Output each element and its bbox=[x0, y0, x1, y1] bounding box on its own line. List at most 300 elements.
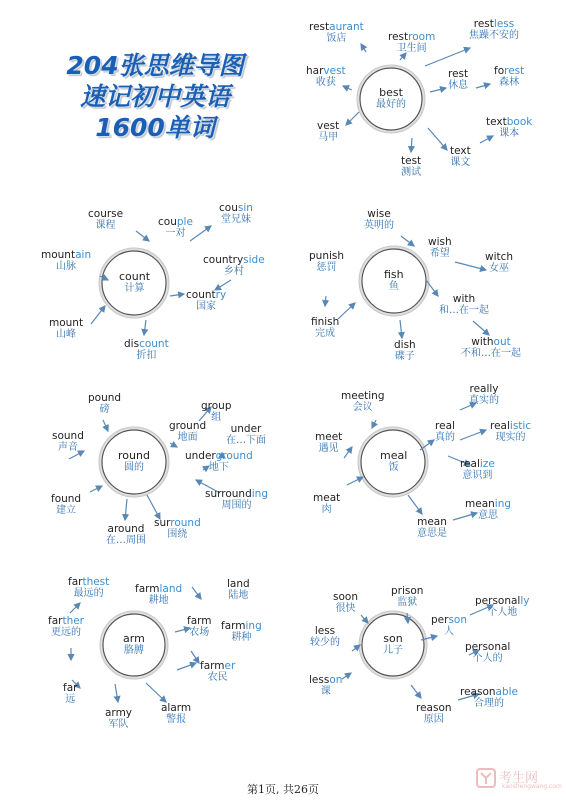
center-word-meal-english bbox=[380, 450, 407, 462]
word-base: under bbox=[185, 450, 216, 462]
word-highlight: ry bbox=[215, 289, 227, 301]
word-base: really bbox=[469, 383, 499, 395]
word-base: with bbox=[471, 336, 494, 348]
word-base: punish bbox=[309, 250, 345, 262]
word-node-round-1-chinese: 组 bbox=[211, 412, 222, 423]
word-base: meal bbox=[380, 449, 408, 462]
word-node-arm-2-english bbox=[227, 578, 250, 590]
word-highlight: sin bbox=[237, 202, 253, 214]
word-base: farm bbox=[221, 620, 246, 632]
word-node-meal-1-english bbox=[469, 383, 499, 395]
word-node-arm-7-english bbox=[63, 682, 77, 694]
word-node-fish-5 bbox=[311, 316, 339, 340]
word-node-round-3-english bbox=[226, 423, 266, 435]
word-node-fish-7 bbox=[461, 336, 521, 360]
arrow-icon bbox=[91, 306, 105, 324]
word-node-round-0-english bbox=[88, 392, 121, 404]
word-highlight: ground bbox=[215, 450, 253, 462]
arrow-icon bbox=[125, 499, 127, 520]
word-base: soon bbox=[333, 591, 358, 603]
word-base: per bbox=[431, 614, 449, 626]
word-highlight: able bbox=[495, 686, 519, 698]
word-node-arm-4-chinese: 农场 bbox=[189, 627, 210, 638]
word-base: prison bbox=[391, 585, 424, 597]
word-base: personal bbox=[475, 595, 521, 607]
word-highlight: book bbox=[506, 116, 533, 128]
word-highlight: ing bbox=[494, 498, 512, 510]
word-node-son-4-chinese: 人 bbox=[444, 626, 454, 637]
arrow-icon bbox=[408, 495, 422, 514]
word-node-fish-6-english bbox=[394, 339, 416, 351]
word-base: sur bbox=[154, 517, 171, 529]
arrow-icon bbox=[400, 320, 402, 338]
word-node-son-5-chinese: 个人的 bbox=[472, 653, 503, 664]
word-highlight: ain bbox=[75, 249, 92, 261]
word-base: dis bbox=[124, 338, 140, 350]
word-node-round-4-english bbox=[52, 430, 84, 442]
word-highlight: out bbox=[493, 336, 511, 348]
word-node-son-8-english bbox=[416, 702, 452, 714]
word-node-best-9 bbox=[401, 155, 421, 179]
word-base: course bbox=[88, 208, 124, 220]
word-node-son-8 bbox=[416, 702, 452, 726]
arrow-icon bbox=[473, 321, 489, 335]
word-node-count-1-chinese: 一对 bbox=[165, 228, 186, 239]
word-node-son-1 bbox=[391, 585, 423, 609]
word-node-round-1-english bbox=[201, 400, 232, 412]
word-highlight: side bbox=[243, 254, 265, 266]
word-node-arm-7 bbox=[63, 682, 77, 706]
word-node-fish-5-chinese: 完成 bbox=[315, 328, 336, 339]
title-line-1: 204张思维导图 bbox=[66, 51, 244, 80]
word-node-round-2-english bbox=[169, 420, 206, 432]
word-base: far bbox=[68, 576, 83, 588]
word-node-meal-2-chinese: 遇见 bbox=[318, 443, 339, 454]
title-line-2: 速记初中英语 bbox=[79, 82, 230, 111]
word-node-meal-3-chinese: 真的 bbox=[435, 432, 455, 443]
word-highlight: ly bbox=[520, 595, 530, 607]
word-node-count-0-english bbox=[88, 208, 123, 220]
center-word-count bbox=[119, 271, 150, 295]
center-word-best-english bbox=[376, 87, 406, 99]
word-node-arm-3-english bbox=[48, 615, 84, 627]
word-node-arm-6 bbox=[200, 660, 235, 684]
word-highlight: son bbox=[448, 614, 468, 626]
watermark-sub: kaoshengwang.com bbox=[502, 783, 562, 790]
word-node-meal-4 bbox=[490, 420, 531, 444]
word-base: mount bbox=[41, 249, 76, 261]
word-node-arm-6-english bbox=[200, 660, 235, 672]
word-node-best-3 bbox=[306, 65, 346, 89]
word-node-arm-5 bbox=[221, 620, 262, 644]
word-node-count-4-chinese: 乡村 bbox=[223, 266, 244, 277]
word-node-arm-9-chinese: 警报 bbox=[166, 714, 187, 725]
word-node-best-4 bbox=[448, 68, 468, 92]
word-node-son-6 bbox=[309, 674, 342, 698]
arrow-icon bbox=[344, 447, 352, 458]
arrow-icon bbox=[347, 477, 363, 485]
word-base: meet bbox=[315, 431, 343, 443]
word-node-arm-1 bbox=[135, 583, 182, 607]
word-node-meal-2 bbox=[315, 431, 342, 455]
word-node-arm-8-english bbox=[105, 707, 132, 719]
word-node-count-4-english bbox=[203, 254, 265, 266]
word-base: land bbox=[227, 578, 250, 590]
word-node-fish-2 bbox=[309, 250, 344, 274]
word-base: reason bbox=[460, 686, 496, 698]
word-node-arm-1-chinese: 耕地 bbox=[148, 595, 169, 606]
word-highlight: aurant bbox=[329, 21, 364, 33]
center-word-count-chinese: 计算 bbox=[124, 283, 145, 294]
word-base: around bbox=[107, 523, 145, 535]
word-node-arm-6-chinese: 农民 bbox=[207, 672, 228, 683]
word-base: count bbox=[119, 270, 151, 283]
word-node-round-8-chinese: 围绕 bbox=[167, 529, 188, 540]
arrow-icon bbox=[455, 262, 486, 270]
word-node-son-3-chinese: 较少的 bbox=[310, 637, 340, 648]
word-node-meal-4-english bbox=[490, 420, 531, 432]
arrow-icon bbox=[460, 430, 486, 440]
word-highlight: land bbox=[159, 583, 183, 595]
word-node-round-9-chinese: 在…周围 bbox=[106, 535, 146, 546]
word-base: har bbox=[306, 65, 324, 77]
word-node-round-6 bbox=[205, 488, 268, 512]
word-node-round-5 bbox=[185, 450, 253, 474]
word-node-arm-1-english bbox=[135, 583, 182, 595]
word-node-round-4-chinese: 声音 bbox=[57, 442, 78, 453]
word-base: count bbox=[186, 289, 216, 301]
word-node-son-2-chinese: 个人地 bbox=[487, 607, 518, 618]
word-node-arm-2-chinese: 陆地 bbox=[228, 590, 249, 601]
word-highlight: istic bbox=[509, 420, 532, 432]
word-node-best-8-english bbox=[450, 145, 471, 157]
center-word-count-english bbox=[119, 271, 150, 283]
arrow-icon bbox=[342, 673, 351, 679]
word-node-count-2 bbox=[219, 202, 253, 226]
arrow-icon bbox=[147, 495, 160, 519]
word-base: text bbox=[486, 116, 507, 128]
word-node-son-1-english bbox=[391, 585, 423, 597]
word-node-count-1 bbox=[158, 216, 193, 240]
arrow-icon bbox=[476, 84, 490, 88]
word-node-best-2 bbox=[469, 18, 519, 42]
word-node-son-1-chinese: 监狱 bbox=[397, 597, 418, 608]
word-node-best-8-chinese: 课文 bbox=[450, 157, 471, 168]
arrow-icon bbox=[70, 603, 80, 613]
word-node-round-6-english bbox=[205, 488, 268, 500]
word-node-count-5 bbox=[186, 289, 226, 313]
word-node-arm-4 bbox=[187, 615, 212, 639]
word-node-best-0-chinese: 饭店 bbox=[326, 33, 347, 44]
word-highlight: ple bbox=[176, 216, 193, 228]
center-word-round bbox=[118, 450, 150, 474]
arrow-icon bbox=[190, 226, 211, 241]
word-base: farm bbox=[200, 660, 225, 672]
word-node-best-1-chinese: 卫生间 bbox=[396, 43, 427, 54]
word-node-count-6-english bbox=[49, 317, 83, 329]
word-node-best-4-english bbox=[448, 68, 468, 80]
word-node-fish-7-chinese: 不和…在一起 bbox=[461, 348, 521, 359]
word-base: less bbox=[309, 674, 330, 686]
arrow-icon bbox=[90, 486, 102, 492]
word-node-son-6-english bbox=[309, 674, 342, 686]
word-node-best-6 bbox=[317, 120, 339, 144]
word-node-round-3-chinese: 在…下面 bbox=[226, 435, 266, 446]
page-footer: 第1页, 共26页 bbox=[247, 783, 319, 796]
word-node-round-2-chinese: 地面 bbox=[177, 432, 198, 443]
word-node-meal-5-english bbox=[460, 458, 495, 470]
word-base: real bbox=[460, 458, 480, 470]
word-node-count-0-chinese: 课程 bbox=[95, 220, 116, 231]
word-node-meal-8 bbox=[417, 516, 447, 540]
word-highlight: er bbox=[224, 660, 236, 672]
arrow-icon bbox=[177, 663, 196, 670]
word-node-meal-4-chinese: 现实的 bbox=[495, 432, 526, 443]
word-node-fish-2-english bbox=[309, 250, 344, 262]
word-base: group bbox=[201, 400, 232, 412]
word-node-round-5-chinese: 地下 bbox=[208, 462, 229, 473]
word-base: dish bbox=[394, 339, 416, 351]
word-node-son-4-english bbox=[431, 614, 467, 626]
word-highlight: on bbox=[329, 674, 343, 686]
word-highlight: round bbox=[170, 517, 201, 529]
word-node-round-0-chinese: 磅 bbox=[99, 404, 110, 415]
word-base: mean bbox=[465, 498, 495, 510]
word-base: son bbox=[383, 632, 403, 645]
word-base: alarm bbox=[161, 702, 192, 714]
word-node-son-5 bbox=[465, 641, 510, 665]
word-node-round-2 bbox=[169, 420, 206, 444]
word-highlight: ing bbox=[251, 488, 268, 500]
word-node-best-2-english bbox=[469, 18, 519, 30]
word-node-best-1-english bbox=[388, 31, 435, 43]
word-node-meal-2-english bbox=[315, 431, 342, 443]
word-node-fish-7-english bbox=[461, 336, 521, 348]
word-node-son-2-english bbox=[475, 595, 529, 607]
word-node-son-7-english bbox=[460, 686, 518, 698]
center-word-fish bbox=[384, 269, 404, 293]
word-node-meal-0-english bbox=[341, 390, 385, 402]
center-word-son bbox=[383, 633, 403, 657]
word-base: real bbox=[490, 420, 510, 432]
word-base: fo bbox=[494, 65, 505, 77]
arrow-icon bbox=[191, 651, 199, 663]
word-node-best-7-chinese: 课本 bbox=[499, 128, 520, 139]
word-node-fish-0 bbox=[364, 208, 394, 232]
word-node-son-6-chinese: 课 bbox=[320, 686, 331, 697]
word-base: arm bbox=[123, 632, 145, 645]
word-base: country bbox=[203, 254, 244, 266]
word-node-count-3-english bbox=[41, 249, 91, 261]
word-base: round bbox=[118, 449, 150, 462]
word-node-son-7 bbox=[460, 686, 518, 710]
word-node-son-2 bbox=[475, 595, 529, 619]
word-base: farm bbox=[187, 615, 212, 627]
word-node-arm-2 bbox=[227, 578, 250, 602]
word-node-round-0 bbox=[88, 392, 121, 416]
word-node-round-6-chinese: 周围的 bbox=[221, 500, 252, 511]
word-base: cou bbox=[219, 202, 238, 214]
word-highlight: less bbox=[493, 18, 515, 30]
word-highlight: ing bbox=[245, 620, 262, 632]
word-base: mean bbox=[417, 516, 447, 528]
word-highlight: room bbox=[408, 31, 436, 43]
word-node-count-4 bbox=[203, 254, 265, 278]
center-word-son-chinese: 儿子 bbox=[383, 645, 403, 656]
center-word-arm-chinese: 胳膊 bbox=[123, 645, 144, 656]
word-node-meal-1 bbox=[469, 383, 499, 407]
word-base: test bbox=[401, 155, 422, 167]
word-node-round-4 bbox=[52, 430, 84, 454]
word-node-fish-6-chinese: 碟子 bbox=[394, 351, 415, 362]
word-base: wish bbox=[428, 236, 452, 248]
word-highlight: rest bbox=[504, 65, 525, 77]
word-base: meeting bbox=[341, 390, 385, 402]
word-base: surround bbox=[205, 488, 252, 500]
word-node-count-7-chinese: 折扣 bbox=[136, 350, 157, 361]
word-base: rest bbox=[473, 18, 494, 30]
word-node-count-7 bbox=[124, 338, 169, 362]
word-node-best-2-chinese: 焦躁不安的 bbox=[469, 30, 519, 41]
arrow-icon bbox=[411, 138, 412, 152]
word-base: rest bbox=[309, 21, 330, 33]
word-node-arm-3 bbox=[48, 615, 84, 639]
word-node-son-7-chinese: 合理的 bbox=[474, 698, 504, 709]
word-node-count-0 bbox=[88, 208, 123, 232]
word-node-best-5-chinese: 森林 bbox=[499, 77, 520, 88]
word-base: finish bbox=[311, 316, 340, 328]
arrow-icon bbox=[325, 296, 326, 306]
word-node-round-3 bbox=[226, 423, 266, 447]
word-node-round-7 bbox=[51, 493, 81, 517]
word-base: meat bbox=[313, 492, 341, 504]
word-node-arm-7-chinese: 远 bbox=[65, 694, 76, 705]
word-node-best-1 bbox=[388, 31, 435, 55]
word-base: sound bbox=[52, 430, 84, 442]
word-node-best-8 bbox=[450, 145, 471, 169]
word-node-fish-2-chinese: 惩罚 bbox=[316, 262, 337, 273]
arrow-icon bbox=[361, 615, 368, 623]
word-node-arm-8-chinese: 军队 bbox=[108, 719, 129, 730]
arrow-icon bbox=[411, 685, 421, 698]
word-node-meal-7-chinese: 意思 bbox=[478, 510, 499, 521]
word-base: wise bbox=[367, 208, 391, 220]
word-node-count-3-chinese: 山脉 bbox=[56, 261, 77, 272]
word-node-fish-5-english bbox=[311, 316, 339, 328]
word-node-best-7-english bbox=[486, 116, 532, 128]
word-node-count-5-chinese: 国家 bbox=[196, 301, 217, 312]
word-node-best-3-english bbox=[306, 65, 346, 77]
word-node-count-3 bbox=[41, 249, 91, 273]
word-base: vest bbox=[317, 120, 340, 132]
word-node-count-2-english bbox=[219, 202, 253, 214]
word-node-arm-9 bbox=[161, 702, 191, 726]
center-word-best bbox=[376, 87, 406, 111]
word-node-round-7-english bbox=[51, 493, 81, 505]
word-node-arm-4-english bbox=[187, 615, 212, 627]
center-word-arm bbox=[123, 633, 145, 657]
word-node-best-0 bbox=[309, 21, 364, 45]
word-node-meal-7 bbox=[465, 498, 511, 522]
word-node-meal-5-chinese: 意识到 bbox=[462, 470, 493, 481]
word-base: far bbox=[48, 615, 63, 627]
word-node-best-9-english bbox=[401, 155, 421, 167]
word-node-count-6-chinese: 山峰 bbox=[56, 329, 77, 340]
word-base: rest bbox=[448, 68, 469, 80]
word-node-fish-4-chinese: 和…在一起 bbox=[439, 305, 489, 316]
arrow-icon bbox=[136, 231, 149, 241]
word-node-arm-0 bbox=[68, 576, 109, 600]
word-node-count-6 bbox=[49, 317, 83, 341]
word-node-arm-8 bbox=[105, 707, 132, 731]
word-node-meal-8-chinese: 意思是 bbox=[417, 528, 447, 539]
word-node-fish-6 bbox=[394, 339, 416, 363]
word-highlight: ther bbox=[62, 615, 85, 627]
word-node-meal-1-chinese: 真实的 bbox=[469, 395, 499, 406]
word-node-son-3-english bbox=[310, 625, 340, 637]
word-node-best-6-english bbox=[317, 120, 339, 132]
watermark-logo-icon bbox=[476, 768, 496, 788]
word-node-arm-9-english bbox=[161, 702, 191, 714]
word-node-fish-3 bbox=[485, 251, 513, 275]
word-node-round-9-english bbox=[106, 523, 146, 535]
word-highlight: vest bbox=[323, 65, 346, 77]
word-node-fish-4-english bbox=[439, 293, 489, 305]
word-node-count-5-english bbox=[186, 289, 226, 301]
word-base: reason bbox=[416, 702, 452, 714]
word-node-son-3 bbox=[310, 625, 340, 649]
word-node-fish-1-chinese: 希望 bbox=[429, 248, 450, 259]
arrow-icon bbox=[144, 320, 146, 335]
center-word-meal-chinese: 饭 bbox=[388, 462, 399, 473]
word-base: real bbox=[435, 420, 455, 432]
word-node-round-5-english bbox=[185, 450, 253, 462]
word-node-arm-5-chinese: 耕种 bbox=[231, 632, 252, 643]
word-node-arm-3-chinese: 更远的 bbox=[51, 627, 81, 638]
word-base: best bbox=[379, 86, 403, 99]
word-node-best-4-chinese: 休息 bbox=[448, 80, 469, 91]
word-node-fish-0-chinese: 英明的 bbox=[364, 220, 394, 231]
word-highlight: thest bbox=[82, 576, 110, 588]
arrow-icon bbox=[428, 128, 447, 150]
word-node-fish-1 bbox=[428, 236, 452, 260]
center-word-best-chinese: 最好的 bbox=[376, 99, 406, 110]
word-base: mount bbox=[49, 317, 84, 329]
arrow-icon bbox=[103, 420, 108, 431]
word-base: less bbox=[314, 625, 336, 637]
word-node-son-0-chinese: 很快 bbox=[335, 603, 356, 614]
watermark bbox=[476, 766, 561, 796]
word-node-count-2-chinese: 堂兄妹 bbox=[220, 214, 251, 225]
word-node-fish-3-chinese: 女巫 bbox=[489, 263, 510, 274]
word-base: found bbox=[51, 493, 82, 505]
word-node-count-7-english bbox=[124, 338, 169, 350]
word-node-round-7-chinese: 建立 bbox=[56, 505, 77, 516]
word-base: farm bbox=[135, 583, 160, 595]
arrow-icon bbox=[115, 684, 118, 702]
word-node-meal-3 bbox=[435, 420, 455, 444]
word-node-son-4 bbox=[431, 614, 467, 638]
word-node-son-5-english bbox=[465, 641, 510, 653]
center-word-fish-english bbox=[384, 269, 404, 281]
center-word-fish-chinese: 鱼 bbox=[388, 281, 399, 292]
word-node-son-0-english bbox=[333, 591, 358, 603]
arrow-icon bbox=[372, 420, 376, 428]
center-word-son-english bbox=[383, 633, 403, 645]
word-node-fish-3-english bbox=[485, 251, 513, 263]
word-node-best-6-chinese: 马甲 bbox=[318, 132, 339, 143]
word-node-best-9-chinese: 测试 bbox=[401, 167, 422, 178]
